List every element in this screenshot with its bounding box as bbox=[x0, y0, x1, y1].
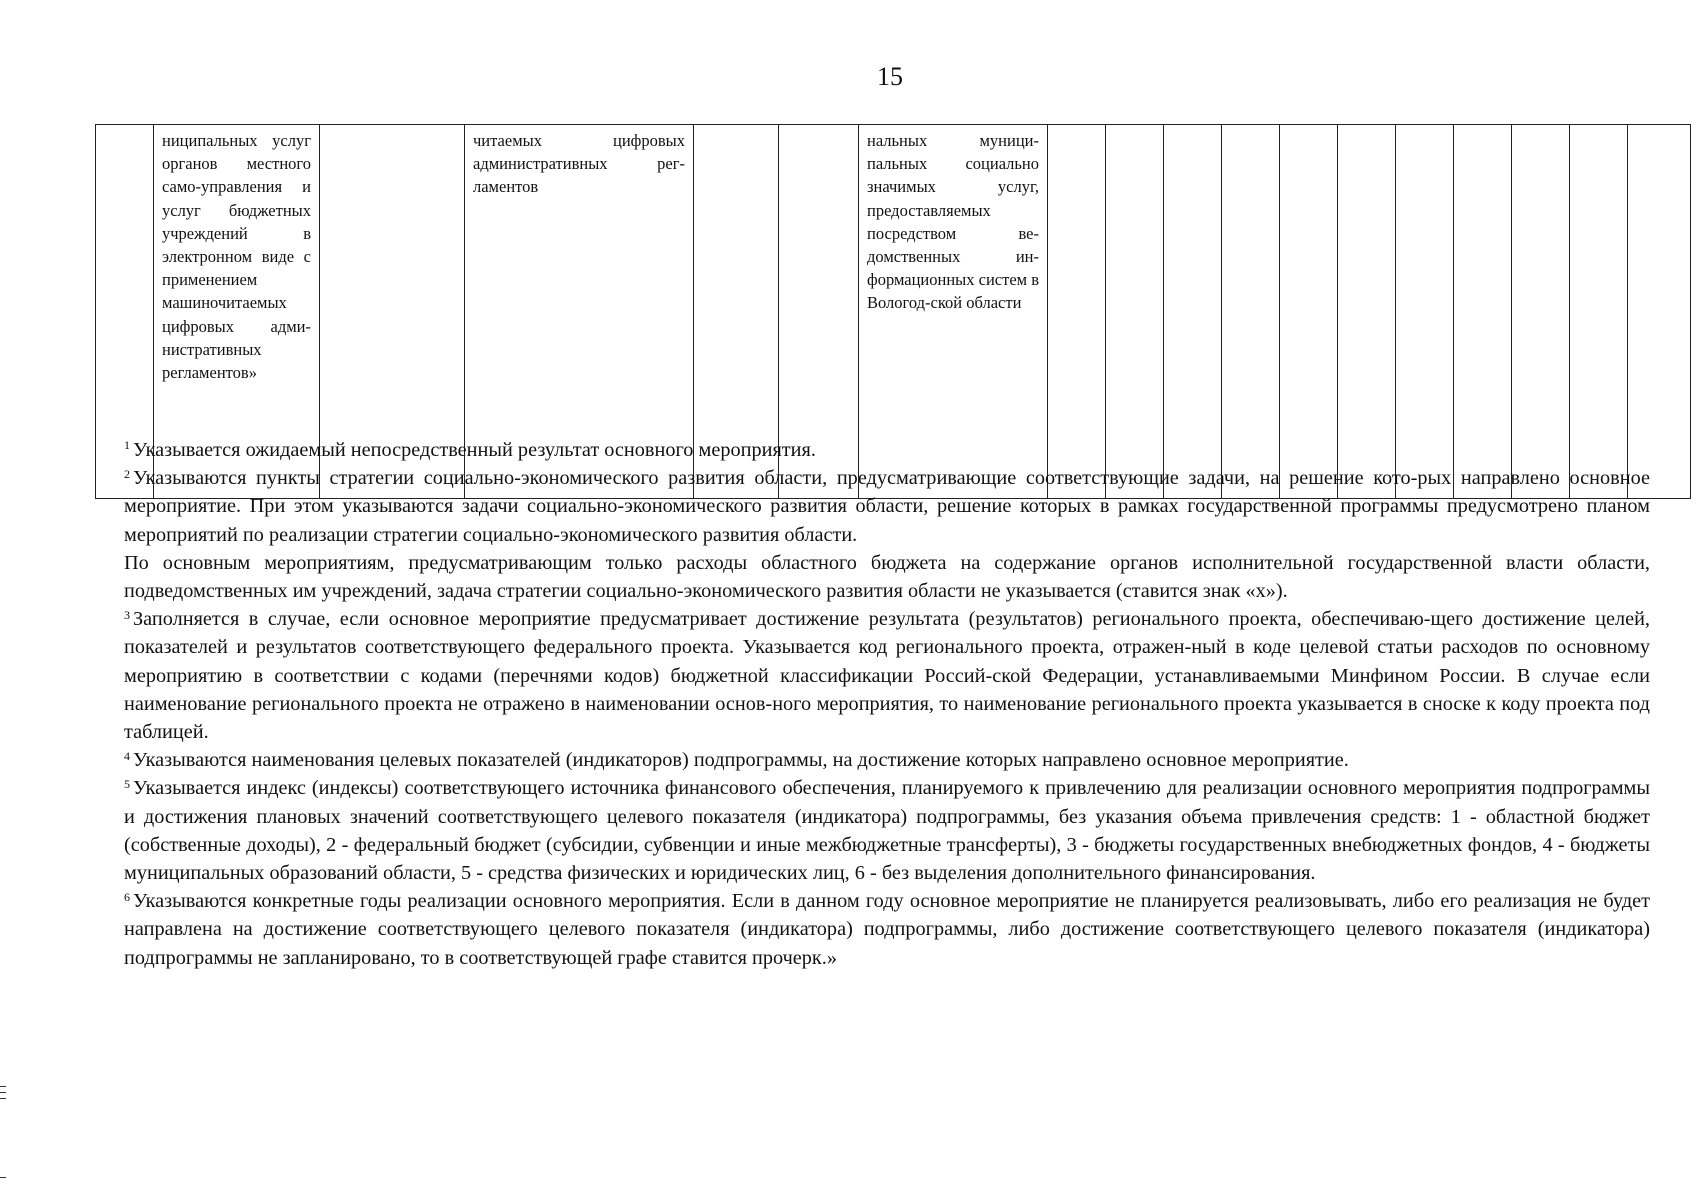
footnote-2 bbox=[124, 464, 1650, 549]
footnote-5 bbox=[124, 774, 1650, 887]
footnote-text: Заполняется в случае, если основное мероприятие предусматривает достижение результата (результатов) регионального проекта, обеспечиваю-щего достижение целей, показателей и результатов соответствующего федерального проекта. Указывается код регионального проекта, отражен-ный в коде целевой статьи расходов по основному мероприятию в соответствии с кодами (перечнями кодов) бюджетной классификации Россий-ской Федерации, устанавливаемыми Минфином России. В случае если наименование регионального проекта не отражено в наименовании основ-ного мероприятия, то наименование регионального проекта указывается в сноске к коду проекта под таблицей. bbox=[124, 608, 1650, 744]
footnote-text: Указываются пункты стратегии социально-экономического развития области, предусматривающие соответствующие задачи, на решение кото-рых направлено основное мероприятие. При этом указываются задачи социально-экономического развития области, решение которых в рамках государственной программы предусмотрено планом мероприятий по реализации стратегии социально-экономического развития области. bbox=[124, 467, 1650, 546]
scan-mark bbox=[0, 1092, 6, 1093]
scan-mark bbox=[0, 1177, 6, 1178]
footnote-text: Указываются конкретные годы реализации основного мероприятия. Если в данном году основное мероприятие не планируется реализовывать, либо его реализация не будет направлена на достижение соответствующего целевого показателя (индикатора) подпрограммы, либо достижение соответствующего целевого показателя (индикатора) подпрограммы не запланировано, то в соответствующей графе ставится прочерк.» bbox=[124, 890, 1650, 969]
footnote-number: 1 bbox=[124, 438, 130, 453]
footnote-2-continuation bbox=[124, 549, 1650, 605]
footnote-1 bbox=[124, 436, 1650, 464]
page-number: 15 bbox=[877, 62, 903, 91]
footnote-number: 4 bbox=[124, 748, 130, 763]
footnote-number: 2 bbox=[124, 466, 130, 481]
table-cell: нальных муници-пальных социально значимых услуг, предоставляемых посредством ве-домственных ин-формационных систем в Вологод-ской области bbox=[859, 125, 1048, 499]
table-cell: ниципальных услуг органов местного само-управления и услуг бюджетных учреждений в электронном виде с применением машиночитаемых цифровых адми-нистративных регламентов» bbox=[154, 125, 320, 499]
footnote-6 bbox=[124, 887, 1650, 972]
footnote-4 bbox=[124, 746, 1650, 774]
footnote-text: По основным мероприятиям, предусматривающим только расходы областного бюджета на содержание органов исполнительной государственной власти области, подведомственных им учреждений, задача стратегии социально-экономического развития области не указывается (ставится знак «х»). bbox=[124, 551, 1650, 603]
footnote-text: Указывается ожидаемый непосредственный результат основного мероприятия. bbox=[133, 439, 816, 461]
footnote-text: Указываются наименования целевых показателей (индикаторов) подпрограммы, на достижение которых направлено основное мероприятие. bbox=[133, 749, 1349, 772]
footnote-number: 5 bbox=[124, 776, 130, 791]
footnote-number: 6 bbox=[124, 889, 130, 904]
table-cell: читаемых цифровых административных рег-ламентов bbox=[465, 125, 694, 499]
footnote-number: 3 bbox=[124, 607, 130, 622]
scan-mark bbox=[0, 1086, 6, 1087]
footnote-3 bbox=[124, 605, 1650, 746]
footnotes bbox=[124, 436, 1650, 972]
scan-mark bbox=[0, 1098, 6, 1099]
footnote-text: Указывается индекс (индексы) соответствующего источника финансового обеспечения, планируемого к привлечению для реализации основного мероприятия подпрограммы и достижения плановых значений соответствующего целевого показателя (индикатора) подпрограммы, без указания объема привлечения средств: 1 - областной бюджет (собственные доходы), 2 - федеральный бюджет (субсидии, субвенции и иные межбюджетные трансферты), 3 - бюджеты государственных внебюджетных фондов, 4 - бюджеты муниципальных образований области, 5 - средства физических и юридических лиц, 6 - без выделения дополнительного финансирования. bbox=[124, 777, 1650, 885]
